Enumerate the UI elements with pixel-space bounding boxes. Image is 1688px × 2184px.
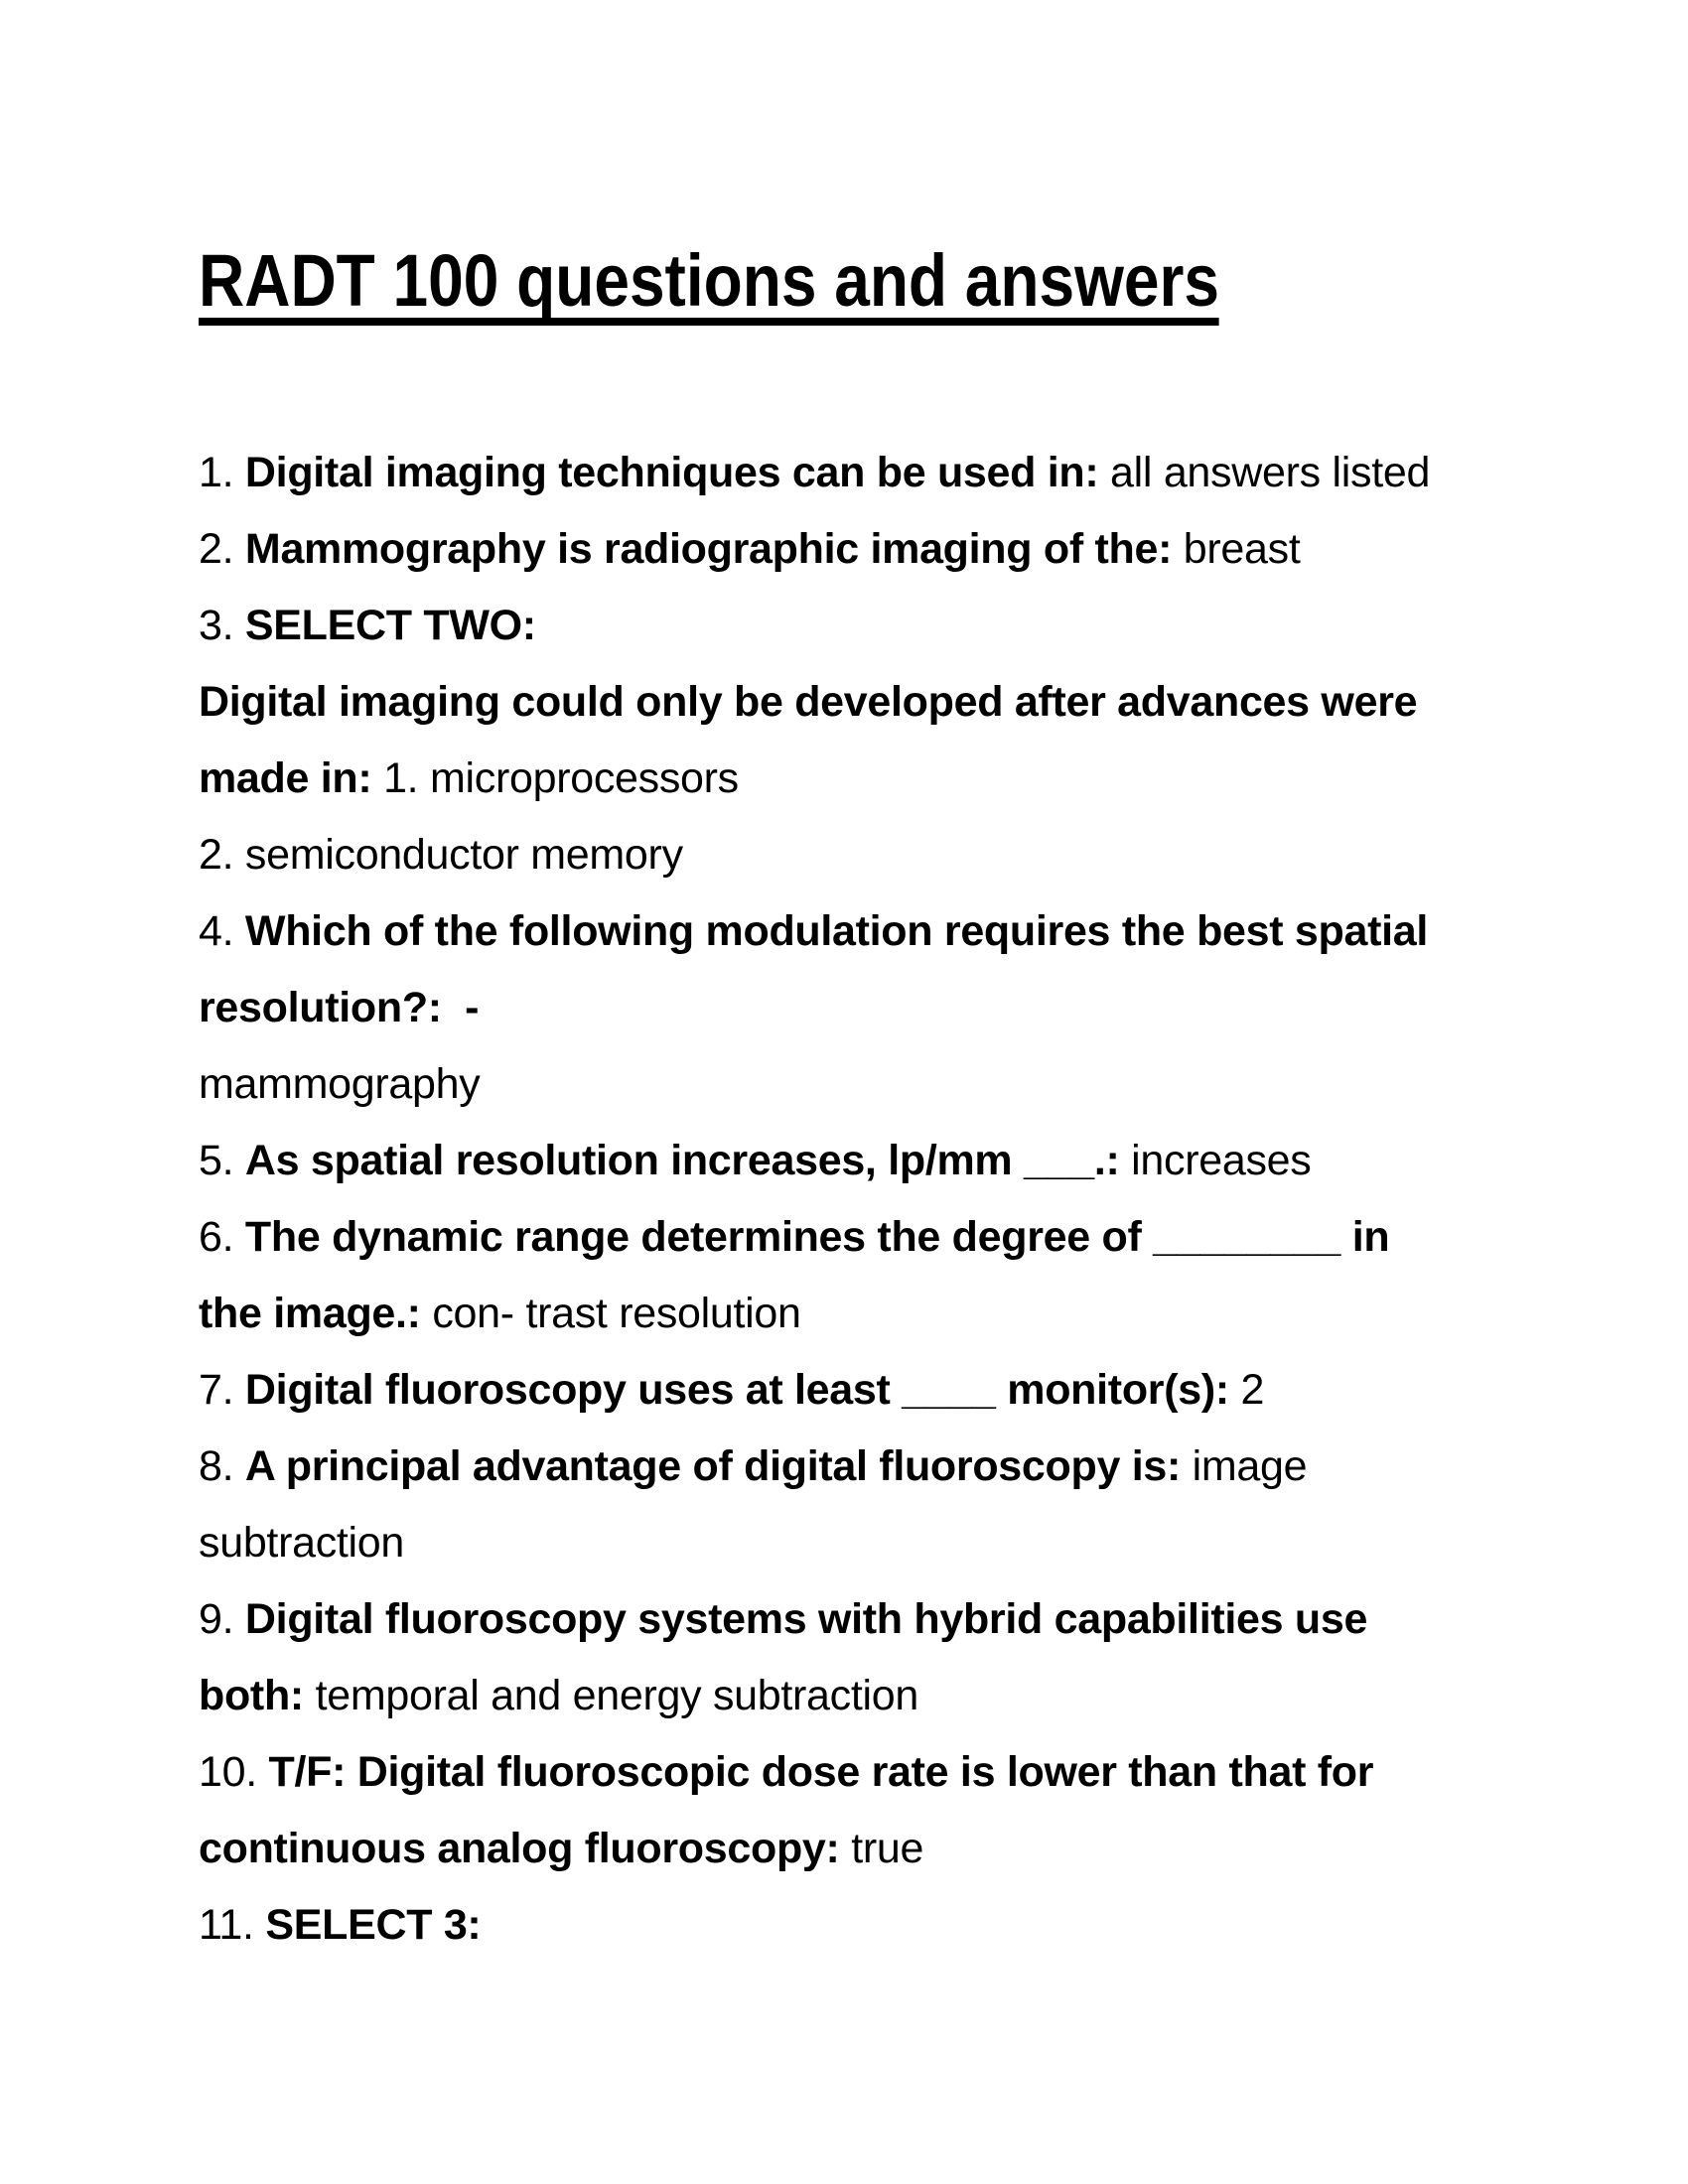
qa-line xyxy=(199,741,1539,817)
line-segment: all answers listed xyxy=(1098,449,1431,496)
qa-line xyxy=(199,1352,1539,1429)
qa-line xyxy=(199,1123,1539,1199)
line-segment: T/F: Digital fluoroscopic dose rate is lower than that for xyxy=(268,1748,1374,1796)
qa-line xyxy=(199,664,1539,741)
page-title-text: RADT 100 questions and answers xyxy=(199,244,1219,326)
qa-line xyxy=(199,1429,1539,1505)
line-segment: breast xyxy=(1172,525,1301,573)
line-segment: Which of the following modulation requires the best spatial xyxy=(244,907,1429,955)
line-segment: mammography xyxy=(199,1060,481,1108)
line-segment: 2. semiconductor memory xyxy=(199,831,683,879)
line-segment: resolution?: - xyxy=(199,984,480,1031)
line-segment: 9. xyxy=(199,1595,245,1643)
line-segment: 8. xyxy=(199,1442,245,1490)
line-segment: temporal and energy subtraction xyxy=(303,1672,918,1719)
line-segment: Digital fluoroscopy uses at least ____ monitor(s): xyxy=(244,1366,1229,1414)
qa-line xyxy=(199,511,1539,588)
qa-list xyxy=(199,435,1539,1964)
qa-line xyxy=(199,1199,1539,1276)
qa-line xyxy=(199,1887,1539,1964)
line-segment: 7. xyxy=(199,1366,245,1414)
line-segment: 2 xyxy=(1228,1366,1265,1414)
qa-line xyxy=(199,435,1539,511)
line-segment: image xyxy=(1181,1442,1308,1490)
line-segment: Digital fluoroscopy systems with hybrid capabilities use xyxy=(244,1595,1368,1643)
line-segment: 4. xyxy=(199,907,245,955)
line-segment: 1. xyxy=(199,449,245,496)
line-segment: 11. xyxy=(199,1901,266,1949)
line-segment: A principal advantage of digital fluoroscopy is: xyxy=(244,1442,1181,1490)
line-segment: 3. xyxy=(199,602,245,649)
line-segment: subtraction xyxy=(199,1519,405,1567)
line-segment: true xyxy=(839,1825,924,1872)
line-segment: the image.: xyxy=(199,1290,421,1337)
line-segment: As spatial resolution increases, lp/mm ___.: xyxy=(244,1137,1120,1184)
page-title xyxy=(199,239,1378,326)
line-segment: 1. microprocessors xyxy=(371,754,739,802)
line-segment: both: xyxy=(199,1672,304,1719)
line-segment: Mammography is radiographic imaging of the: xyxy=(244,525,1173,573)
qa-line xyxy=(199,1581,1539,1658)
line-segment: 6. xyxy=(199,1213,245,1261)
line-segment: made in: xyxy=(199,754,372,802)
qa-line xyxy=(199,588,1539,664)
line-segment: SELECT TWO: xyxy=(244,602,536,649)
line-segment: SELECT 3: xyxy=(265,1901,482,1949)
qa-line xyxy=(199,1046,1539,1123)
line-segment: increases xyxy=(1119,1137,1312,1184)
qa-line xyxy=(199,1658,1539,1734)
line-segment: The dynamic range determines the degree of ________ in xyxy=(244,1213,1390,1261)
qa-line xyxy=(199,893,1539,970)
qa-line xyxy=(199,1505,1539,1581)
line-segment: 10. xyxy=(199,1748,269,1796)
qa-line xyxy=(199,817,1539,893)
line-segment: 2. xyxy=(199,525,245,573)
qa-line xyxy=(199,1734,1539,1811)
line-segment: continuous analog fluoroscopy: xyxy=(199,1825,840,1872)
qa-line xyxy=(199,1811,1539,1887)
qa-line xyxy=(199,970,1539,1046)
line-segment: con- trast resolution xyxy=(420,1290,801,1337)
line-segment: Digital imaging techniques can be used in: xyxy=(244,449,1099,496)
line-segment: Digital imaging could only be developed after advances were xyxy=(199,678,1418,726)
line-segment: 5. xyxy=(199,1137,245,1184)
qa-line xyxy=(199,1276,1539,1352)
